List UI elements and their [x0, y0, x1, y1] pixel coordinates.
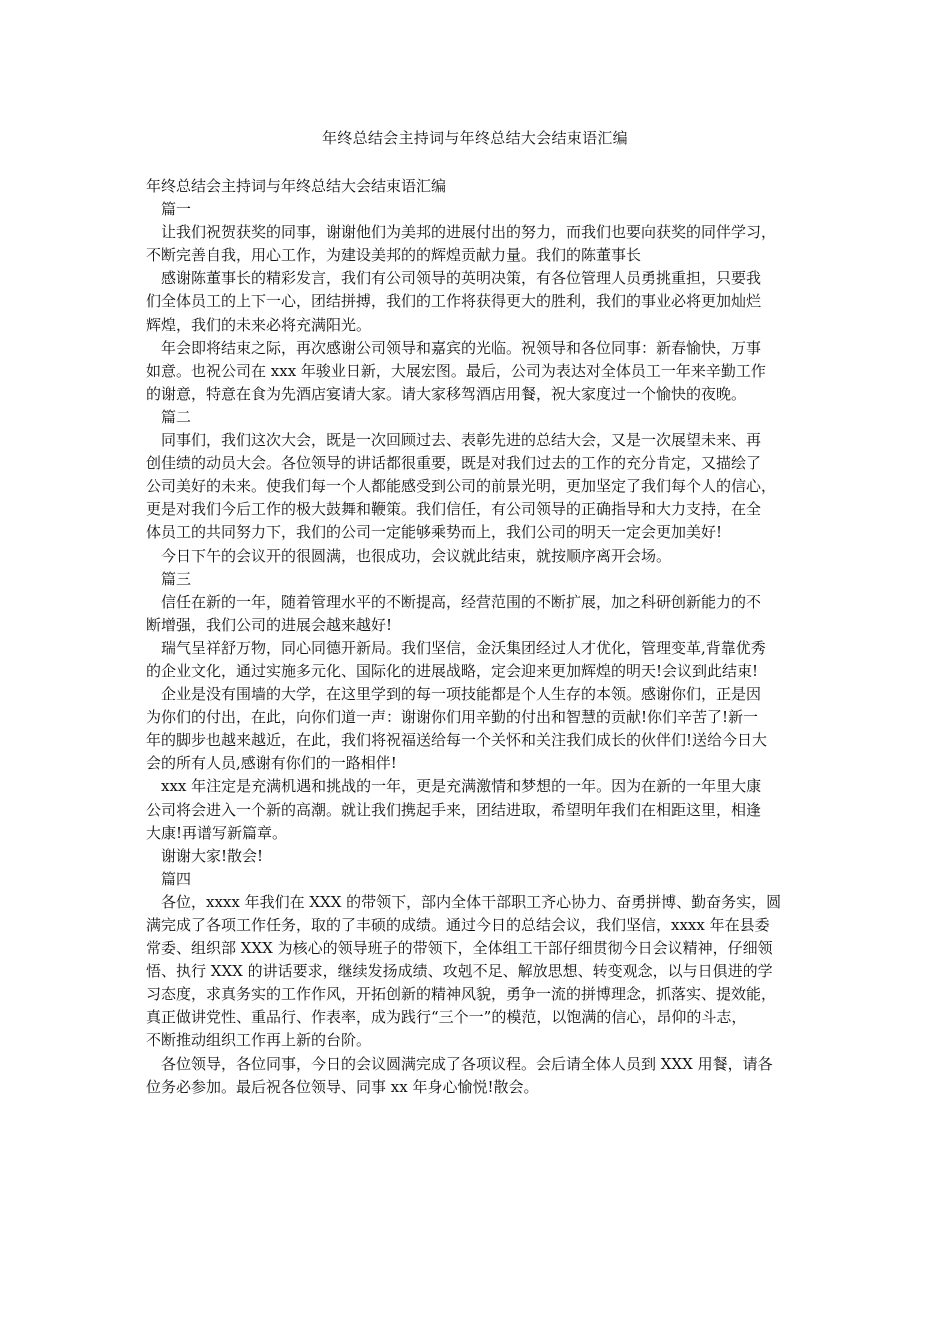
body-line: 大康!再谱写新篇章。	[146, 823, 288, 842]
body-line: 篇二	[161, 407, 192, 426]
document-title: 年终总结会主持词与年终总结大会结束语汇编	[321, 129, 628, 147]
body-line: 公司将会进入一个新的高潮。就让我们携起手来，团结进取，希望明年我们在相距这里，相逢	[146, 800, 762, 819]
body-line: 年会即将结束之际，再次感谢公司领导和嘉宾的光临。祝领导和各位同事：新春愉快，万事	[161, 338, 762, 357]
body-line: 不断完善自我，用心工作，为建设美邦的的辉煌贡献力量。我们的陈董事长	[146, 246, 642, 265]
body-line: 真正做讲党性、重品行、作表率，成为践行“三个一”的模范，以饱满的信心，昂仰的斗志，	[146, 1008, 747, 1027]
body-line: 同事们，我们这次大会，既是一次回顾过去、表彰先进的总结大会，又是一次展望未来、再	[161, 431, 762, 450]
body-line: 的谢意，特意在食为先酒店宴请大家。请大家移驾酒店用餐，祝大家度过一个愉快的夜晚。	[146, 384, 747, 403]
body-line: 不断推动组织工作再上新的台阶。	[146, 1031, 372, 1050]
body-line: 悟、执行 XXX 的讲话要求，继续发扬成绩、攻剋不足、解放思想、转变观念，以与日俱进的学	[146, 962, 773, 981]
body-line: 如意。也祝公司在 xxx 年骏业日新，大展宏图。最后，公司为表达对全体员工一年来辛勤工作	[146, 361, 766, 380]
body-line: 瑞气呈祥舒万物，同心同德开新局。我们坚信，金沃集团经过人才优化，管理变革,背靠优秀	[161, 638, 766, 657]
body-line: 感谢陈董事长的精彩发言，我们有公司领导的英明决策，有各位管理人员勇挑重担，只要我	[161, 269, 762, 288]
body-line: xxx 年注定是充满机遇和挑战的一年，更是充满激情和梦想的一年。因为在新的一年里大康	[161, 777, 762, 796]
body-line: 信任在新的一年，随着管理水平的不断提高，经营范围的不断扩展，加之科研创新能力的不	[161, 592, 762, 611]
body-line: 们全体员工的上下一心，团结拼搏，我们的工作将获得更大的胜利，我们的事业必将更加灿烂	[146, 292, 762, 311]
body-line: 篇三	[161, 569, 192, 588]
body-line: 公司美好的未来。使我们每一个人都能感受到公司的前景光明，更加坚定了我们每个人的信心，	[146, 477, 777, 496]
body-line: 习态度，求真务实的工作作风，开拓创新的精神风貌，勇争一流的拼博理念，抓落实、提效能，	[146, 985, 777, 1004]
body-line: 体员工的共同努力下，我们的公司一定能够乘势而上，我们公司的明天一定会更加美好!	[146, 523, 723, 542]
body-line: 企业是没有围墙的大学，在这里学到的每一项技能都是个人生存的本领。感谢你们，正是因	[161, 685, 762, 704]
body-line: 的企业文化，通过实施多元化、国际化的进展战略，定会迎来更加辉煌的明天!会议到此结束!	[146, 661, 759, 680]
body-line: 今日下午的会议开的很圆满，也很成功，会议就此结束，就按顺序离开会场。	[161, 546, 672, 565]
body-line: 常委、组织部 XXX 为核心的领导班子的带领下，全体组工干部仔细贯彻今日会议精神，仔细领	[146, 939, 773, 958]
body-line: 会的所有人员,感谢有你们的一路相伴!	[146, 754, 397, 773]
body-line: 满完成了各项工作任务，取的了丰硕的成绩。通过今日的总结会议，我们坚信，xxxx 年在县委	[146, 916, 770, 934]
body-line: 让我们祝贺获奖的同事，谢谢他们为美邦的进展付出的努力，而我们也要向获奖的同伴学习，	[161, 223, 777, 242]
body-line: 创佳绩的动员大会。各位领导的讲话都很重要，既是对我们过去的工作的充分肯定，又描绘了	[146, 454, 762, 473]
document-body	[146, 175, 806, 1099]
body-line: 为你们的付出，在此，向你们道一声：谢谢你们用辛勤的付出和智慧的贡献!你们辛苦了!新一	[146, 708, 759, 727]
body-line: 断增强，我们公司的进展会越来越好!	[146, 615, 393, 634]
body-line: 篇一	[161, 200, 192, 219]
body-line: 各位领导，各位同事，今日的会议圆满完成了各项议程。会后请全体人员到 XXX 用餐，请各	[161, 1054, 773, 1073]
body-line: 年终总结会主持词与年终总结大会结束语汇编	[146, 177, 447, 195]
body-line: 年的脚步也越来越近，在此，我们将祝福送给每一个关怀和关注我们成长的伙伴们!送给今日大	[146, 731, 768, 750]
body-line: 位务必参加。最后祝各位领导、同事 xx 年身心愉悦!散会。	[146, 1077, 539, 1096]
body-line: 各位，xxxx 年我们在 XXX 的带领下，部内全体干部职工齐心协力、奋勇拼博、勤奋务实，圆	[161, 892, 782, 911]
body-line: 篇四	[161, 869, 192, 888]
body-line: 谢谢大家!散会!	[161, 846, 264, 865]
body-line: 更是对我们今后工作的极大鼓舞和鞭策。我们信任，有公司领导的正确指导和大力支持，在全	[146, 500, 762, 519]
body-line: 辉煌，我们的未来必将充满阳光。	[146, 315, 372, 334]
